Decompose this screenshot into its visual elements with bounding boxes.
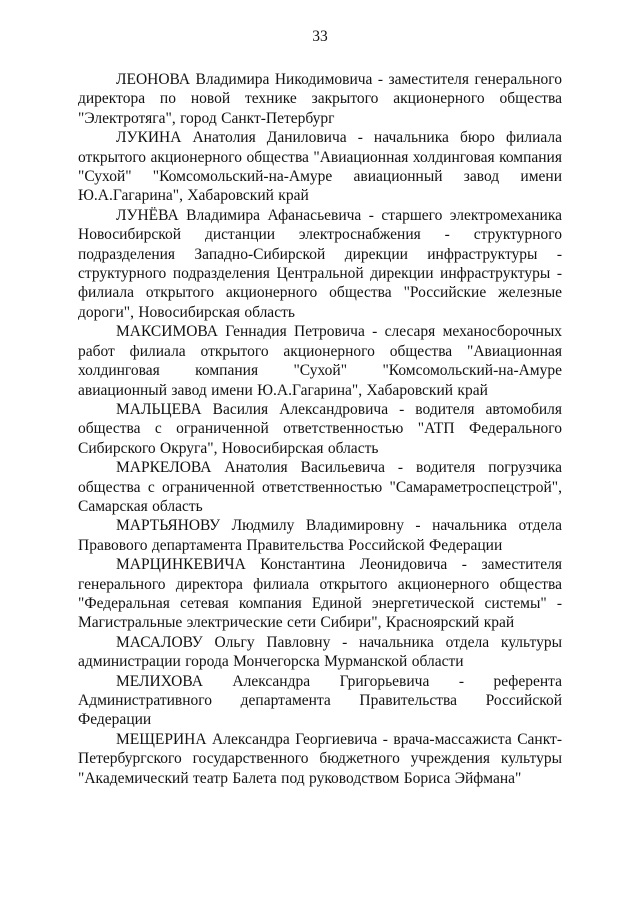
- list-item: МАЛЬЦЕВА Василия Александровича - водителя автомобиля общества с ограниченной ответственностью "АТП Федерального Сибирского Округа", Новосибирская область: [78, 400, 562, 457]
- list-item: МАСАЛОВУ Ольгу Павловну - начальника отдела культуры администрации города Мончегорска Мурманской области: [78, 633, 562, 671]
- list-item: МАРЦИНКЕВИЧА Константина Леонидовича - заместителя генерального директора филиала открытого акционерного общества "Федеральная сетевая компания Единой энергетической системы" - Магистральные электрические сети Сибири", Красноярский край: [78, 556, 562, 632]
- list-item: ЛУНЁВА Владимира Афанасьевича - старшего электромеханика Новосибирской дистанции электроснабжения - структурного подразделения Западно-Сибирской дирекции инфраструктуры - структурного подразделения Центральной дирекции инфраструктуры - филиала открытого акционерного общества "Российские железные дороги", Новосибирская область: [78, 206, 562, 321]
- list-item: ЛЕОНОВА Владимира Никодимовича - заместителя генерального директора по новой технике закрытого акционерного общества "Электротяга", город Санкт-Петербург: [78, 71, 562, 127]
- list-item: МЕЛИХОВА Александра Григорьевича - референта Административного департамента Правительства Российской Федерации: [78, 672, 562, 729]
- award-list: [78, 70, 562, 788]
- list-item: МАКСИМОВА Геннадия Петровича - слесаря механосборочных работ филиала открытого акционерного общества "Авиационная холдинговая компания "Сухой" "Комсомольский-на-Амуре авиационный завод имени Ю.А.Гагарина", Хабаровский край: [78, 323, 562, 399]
- page-number: 33: [312, 28, 328, 45]
- list-item: МАРКЕЛОВА Анатолия Васильевича - водителя погрузчика общества с ограниченной ответственностью "Самараметроспецстрой", Самарская область: [78, 459, 562, 515]
- list-item: МЕЩЕРИНА Александра Георгиевича - врача-массажиста Санкт-Петербургского государственного бюджетного учреждения культуры "Академический театр Балета под руководством Бориса Эйфмана": [78, 730, 562, 787]
- list-item: МАРТЬЯНОВУ Людмилу Владимировну - начальника отдела Правового департамента Правительства Российской Федерации: [78, 517, 562, 554]
- list-item: ЛУКИНА Анатолия Даниловича - начальника бюро филиала открытого акционерного общества "Авиационная холдинговая компания "Сухой" "Комсомольский-на-Амуре авиационный завод имени Ю.А.Гагарина", Хабаровский край: [78, 129, 562, 205]
